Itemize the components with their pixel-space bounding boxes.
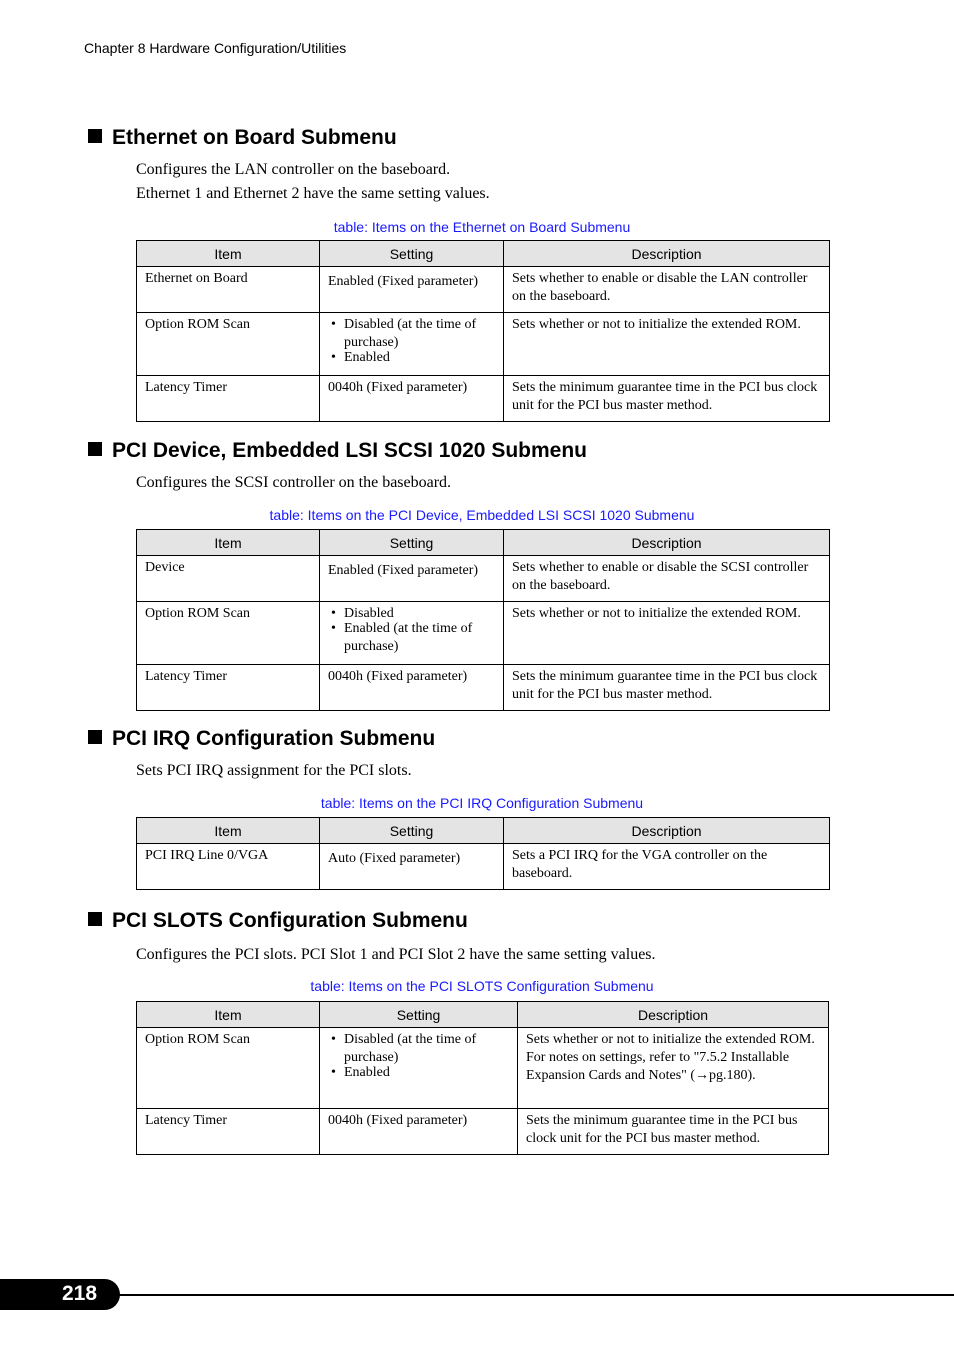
section-paragraph: Configures the LAN controller on the baseboard. xyxy=(136,161,451,178)
setting-cell xyxy=(320,602,504,665)
section-heading xyxy=(88,126,397,150)
column-header-item: Item xyxy=(137,530,320,556)
section-title: PCI SLOTS Configuration Submenu xyxy=(112,909,468,932)
column-header-setting: Setting xyxy=(320,1002,518,1028)
section-title: Ethernet on Board Submenu xyxy=(112,126,397,149)
column-header-description: Description xyxy=(504,818,830,844)
section-title: PCI IRQ Configuration Submenu xyxy=(112,727,436,750)
description-cell: Sets whether to enable or disable the LAN controller on the baseboard. xyxy=(504,267,830,313)
table-caption: table: Items on the Ethernet on Board Submenu xyxy=(333,219,631,235)
table-row xyxy=(137,844,830,890)
table-caption: table: Items on the PCI SLOTS Configuration Submenu xyxy=(310,978,654,994)
description-cell: Sets whether or not to initialize the extended ROM. xyxy=(504,602,830,665)
square-bullet-icon xyxy=(88,912,102,926)
table-header-row xyxy=(137,1002,829,1028)
item-cell: Latency Timer xyxy=(137,376,320,422)
section-paragraph: Configures the SCSI controller on the baseboard. xyxy=(136,474,452,491)
table-row xyxy=(137,313,830,376)
column-header-item: Item xyxy=(137,818,320,844)
table-caption: table: Items on the PCI IRQ Configuration Submenu xyxy=(320,795,644,811)
table-header-row xyxy=(137,241,830,267)
description-cell: Sets whether or not to initialize the extended ROM. For notes on settings, refer to "7.5.2 Installable Expansion Cards and Notes" (→pg.180). xyxy=(518,1028,829,1109)
setting-cell xyxy=(320,313,504,376)
setting-option: • Enabled xyxy=(328,1064,509,1082)
setting-cell: 0040h (Fixed parameter) xyxy=(320,376,504,422)
table-header-row xyxy=(137,818,830,844)
table-caption: table: Items on the PCI Device, Embedded LSI SCSI 1020 Submenu xyxy=(269,507,695,523)
item-cell: Option ROM Scan xyxy=(137,313,320,376)
table-header-row xyxy=(137,530,830,556)
page-number: 218 xyxy=(62,1282,98,1305)
column-header-description: Description xyxy=(504,241,830,267)
square-bullet-icon xyxy=(88,730,102,744)
item-cell: Latency Timer xyxy=(137,665,320,711)
section-heading xyxy=(88,727,435,751)
description-cell: Sets the minimum guarantee time in the PCI bus clock unit for the PCI bus master method. xyxy=(504,665,830,711)
column-header-setting: Setting xyxy=(320,818,504,844)
page-number-tab xyxy=(0,1279,120,1310)
section-title: PCI Device, Embedded LSI SCSI 1020 Submenu xyxy=(112,439,587,462)
table-row xyxy=(137,556,830,602)
column-header-item: Item xyxy=(137,1002,320,1028)
square-bullet-icon xyxy=(88,129,102,143)
item-cell: Ethernet on Board xyxy=(137,267,320,313)
item-cell: Option ROM Scan xyxy=(137,1028,320,1109)
table-row xyxy=(137,1028,829,1109)
description-cell: Sets a PCI IRQ for the VGA controller on the baseboard. xyxy=(504,844,830,890)
settings-table xyxy=(136,529,830,711)
item-cell: Device xyxy=(137,556,320,602)
table-row xyxy=(137,376,830,422)
section-heading xyxy=(88,909,468,933)
table-row xyxy=(137,1109,829,1155)
setting-cell: Enabled (Fixed parameter) xyxy=(320,556,504,602)
setting-cell: 0040h (Fixed parameter) xyxy=(320,1109,518,1155)
settings-table xyxy=(136,817,830,890)
section-paragraph: Configures the PCI slots. PCI Slot 1 and PCI Slot 2 have the same setting values. xyxy=(136,946,656,963)
table-row xyxy=(137,602,830,665)
section-paragraph: Ethernet 1 and Ethernet 2 have the same setting values. xyxy=(136,185,490,202)
column-header-setting: Setting xyxy=(320,530,504,556)
setting-cell: Auto (Fixed parameter) xyxy=(320,844,504,890)
settings-table xyxy=(136,240,830,422)
item-cell: Option ROM Scan xyxy=(137,602,320,665)
column-header-description: Description xyxy=(504,530,830,556)
settings-table xyxy=(136,1001,829,1155)
table-row xyxy=(137,267,830,313)
footer-rule xyxy=(110,1294,954,1296)
setting-cell: 0040h (Fixed parameter) xyxy=(320,665,504,711)
column-header-description: Description xyxy=(518,1002,829,1028)
setting-option: • Disabled (at the time of purchase) xyxy=(328,1031,509,1067)
setting-option: • Enabled (at the time of purchase) xyxy=(328,620,495,656)
column-header-setting: Setting xyxy=(320,241,504,267)
item-cell: Latency Timer xyxy=(137,1109,320,1155)
setting-option: • Disabled (at the time of purchase) xyxy=(328,316,495,352)
column-header-item: Item xyxy=(137,241,320,267)
section-heading xyxy=(88,439,587,463)
item-cell: PCI IRQ Line 0/VGA xyxy=(137,844,320,890)
table-row xyxy=(137,665,830,711)
setting-option: • Disabled xyxy=(328,605,495,623)
setting-cell xyxy=(320,1028,518,1109)
description-cell: Sets whether or not to initialize the extended ROM. xyxy=(504,313,830,376)
square-bullet-icon xyxy=(88,442,102,456)
chapter-header: Chapter 8 Hardware Configuration/Utilities xyxy=(84,40,347,56)
setting-option: • Enabled xyxy=(328,349,495,367)
setting-cell: Enabled (Fixed parameter) xyxy=(320,267,504,313)
description-cell: Sets whether to enable or disable the SCSI controller on the baseboard. xyxy=(504,556,830,602)
description-cell: Sets the minimum guarantee time in the PCI bus clock unit for the PCI bus master method. xyxy=(504,376,830,422)
description-cell: Sets the minimum guarantee time in the PCI bus clock unit for the PCI bus master method. xyxy=(518,1109,829,1155)
section-paragraph: Sets PCI IRQ assignment for the PCI slots. xyxy=(136,762,412,779)
